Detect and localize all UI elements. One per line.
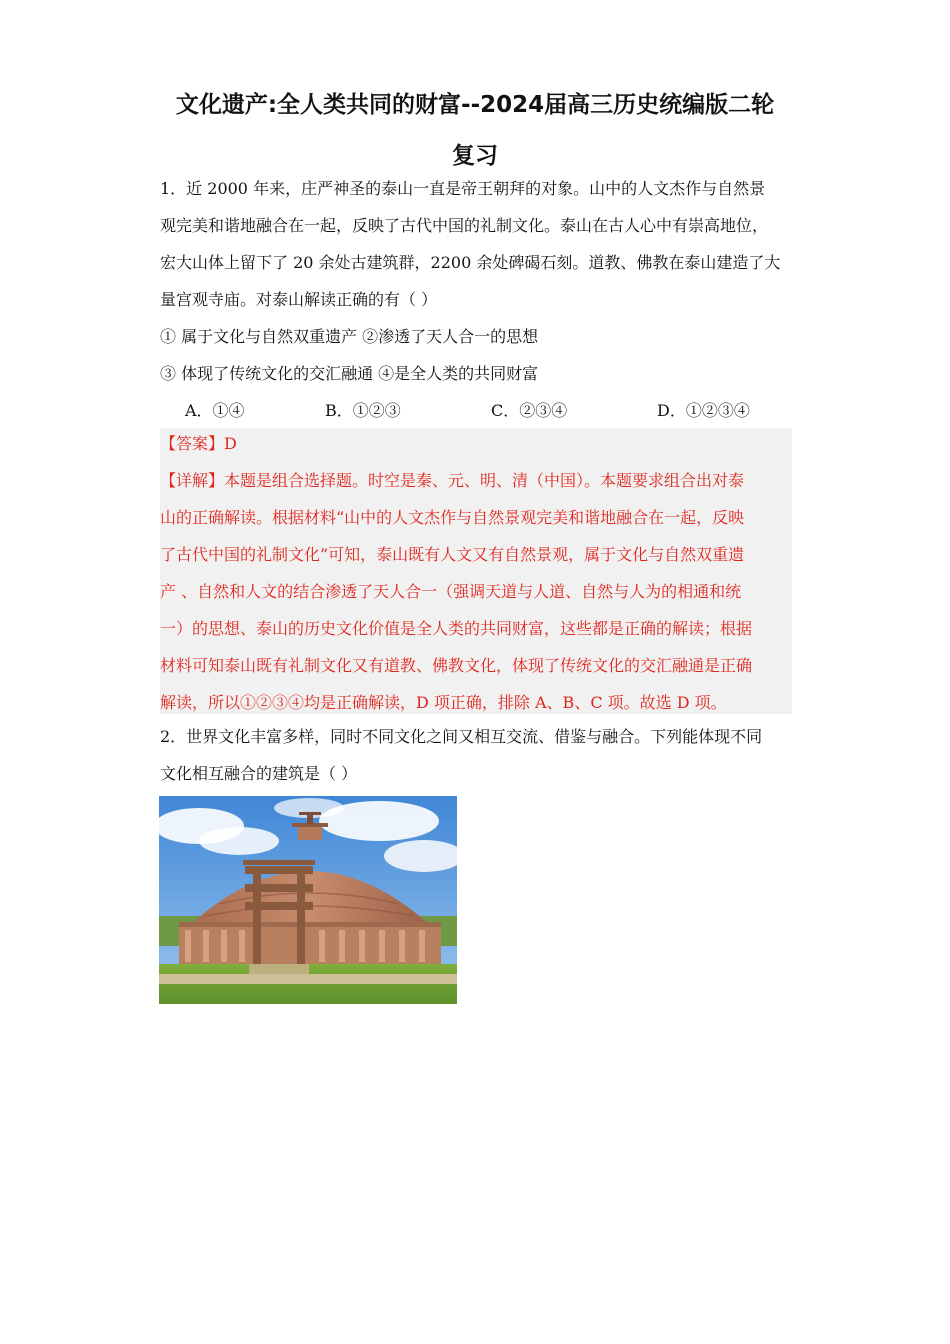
- question-2-line-2: 文化相互融合的建筑是（ ）: [160, 764, 358, 783]
- question-1-line-1: 1．近 2000 年来，庄严神圣的泰山一直是帝王朝拜的对象。山中的人文杰作与自然景: [160, 179, 766, 198]
- detail-line-2: 山的正确解读。根据材料“山中的人文杰作与自然景观完美和谐地融合在一起，反映: [160, 508, 745, 527]
- question-2-line-1: 2．世界文化丰富多样，同时不同文化之间又相互交流、借鉴与融合。下列能体现不同: [160, 727, 763, 746]
- question-1-statements-1: ① 属于文化与自然双重遗产 ②渗透了天人合一的思想: [160, 327, 539, 346]
- detail-line-7: 解读，所以①②③④均是正确解读，D 项正确，排除 A、B、C 项。故选 D 项。: [160, 693, 727, 712]
- detail-line-6: 材料可知泰山既有礼制文化又有道教、佛教文化，体现了传统文化的交汇融通是正确: [160, 656, 753, 675]
- question-1-line-3: 宏大山体上留下了 20 余处古建筑群，2200 余处碑碣石刻。道教、佛教在泰山建造了大: [160, 253, 781, 272]
- option-c: C．②③④: [491, 401, 568, 420]
- question-1: [160, 170, 792, 429]
- stupa-photo: [159, 796, 457, 1004]
- answer-explanation: [160, 425, 792, 721]
- option-a: A．①④: [185, 401, 245, 420]
- document-title-line-2: 复习: [452, 143, 498, 169]
- question-1-options: [160, 392, 792, 429]
- question-1-statements-2: ③ 体现了传统文化的交汇融通 ④是全人类的共同财富: [160, 364, 539, 383]
- question-2: [160, 718, 792, 792]
- detail-line-3: 了古代中国的礼制文化”可知，泰山既有人文又有自然景观，属于文化与自然双重遗: [160, 545, 745, 564]
- answer-line: 【答案】D: [160, 434, 237, 453]
- detail-line-5: 一）的思想、泰山的历史文化价值是全人类的共同财富，这些都是正确的解读；根据: [160, 619, 753, 638]
- question-1-line-4: 量宫观寺庙。对泰山解读正确的有（ ）: [160, 290, 438, 309]
- document-title-line-1: 文化遗产:全人类共同的财富--2024届高三历史统编版二轮: [175, 92, 775, 118]
- detail-line-1: 【详解】本题是组合选择题。时空是秦、元、明、清（中国）。本题要求组合出对泰: [160, 471, 745, 490]
- option-d: D．①②③④: [657, 401, 750, 420]
- question-1-line-2: 观完美和谐地融合在一起，反映了古代中国的礼制文化。泰山在古人心中有崇高地位，: [160, 216, 769, 235]
- detail-line-4: 产 、自然和人文的结合渗透了天人合一（强调天道与人道、自然与人为的相通和统: [160, 582, 742, 601]
- option-b: B．①②③: [325, 401, 401, 420]
